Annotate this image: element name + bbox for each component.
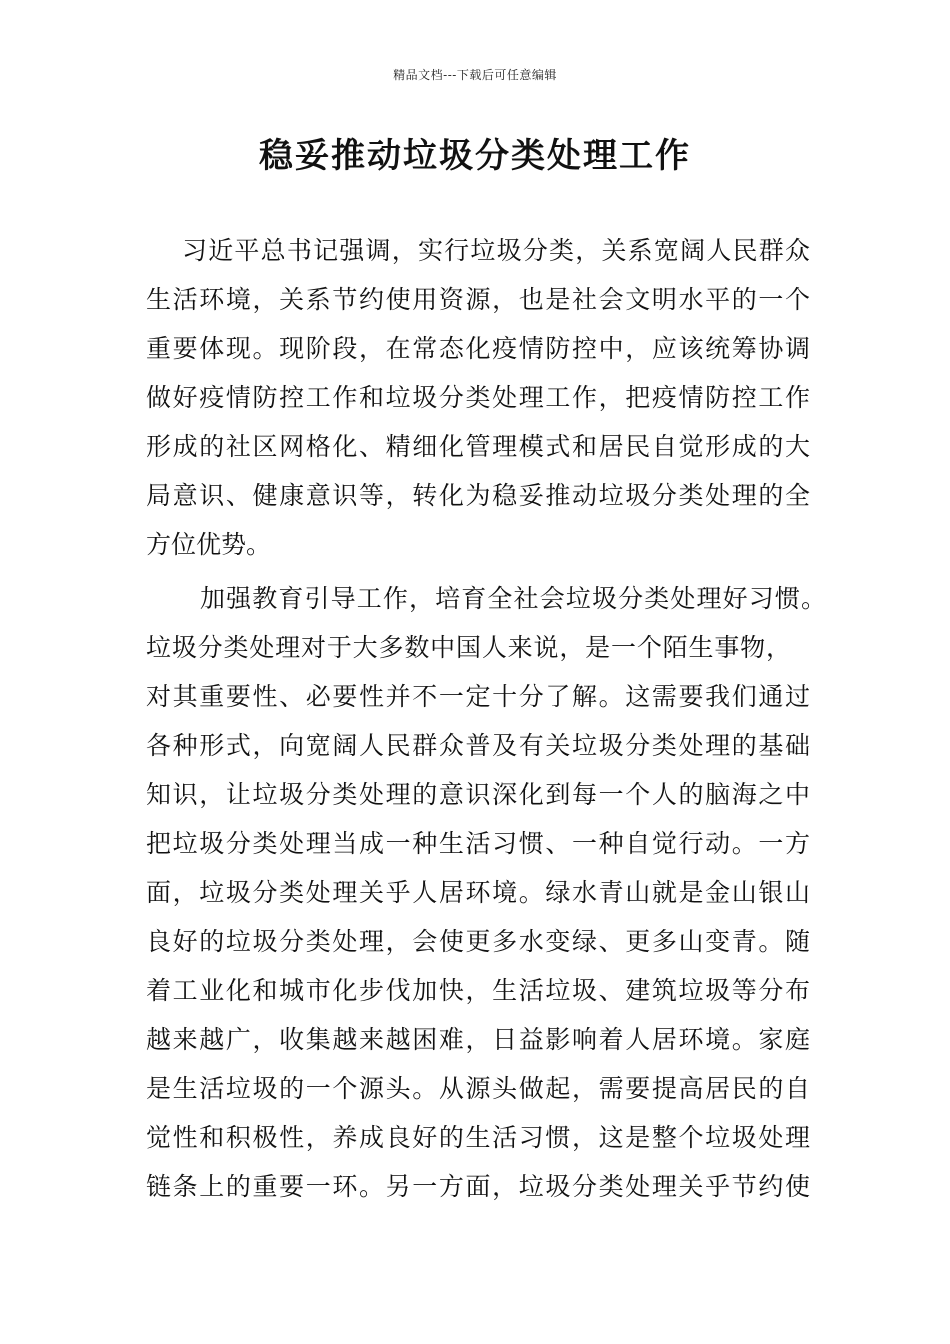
document-title: 稳妥推动垃圾分类处理工作	[259, 136, 691, 176]
paragraph-1	[146, 226, 810, 569]
paragraph-line: 形成的社区网格化、精细化管理模式和居民自觉形成的大	[146, 432, 810, 461]
paragraph-line: 觉性和积极性，养成良好的生活习惯，这是整个垃圾处理	[146, 1123, 810, 1152]
paragraph-line: 加强教育引导工作，培育全社会垃圾分类处理好习惯。	[200, 584, 826, 613]
header-note: 精品文档---下载后可任意编辑	[393, 68, 557, 82]
paragraph-line: 生活环境，关系节约使用资源，也是社会文明水平的一个	[146, 285, 810, 314]
paragraph-line: 各种形式，向宽阔人民群众普及有关垃圾分类处理的基础	[146, 731, 810, 760]
paragraph-line: 重要体现。现阶段，在常态化疫情防控中，应该统筹协调	[146, 334, 810, 363]
paragraph-line: 做好疫情防控工作和垃圾分类处理工作，把疫情防控工作	[146, 383, 810, 412]
paragraph-line: 面，垃圾分类处理关乎人居环境。绿水青山就是金山银山	[146, 878, 810, 907]
paragraph-line: 着工业化和城市化步伐加快，生活垃圾、建筑垃圾等分布	[146, 976, 810, 1005]
paragraph-line: 知识，让垃圾分类处理的意识深化到每一个人的脑海之中	[146, 780, 810, 809]
paragraph-line: 链条上的重要一环。另一方面，垃圾分类处理关乎节约使	[146, 1172, 810, 1201]
paragraph-line: 局意识、健康意识等，转化为稳妥推动垃圾分类处理的全	[146, 481, 810, 510]
paragraph-line: 是生活垃圾的一个源头。从源头做起，需要提高居民的自	[146, 1074, 810, 1103]
paragraph-line: 习近平总书记强调，实行垃圾分类，关系宽阔人民群众	[182, 236, 810, 265]
paragraph-line: 越来越广，收集越来越困难，日益影响着人居环境。家庭	[146, 1025, 810, 1054]
paragraph-line: 把垃圾分类处理当成一种生活习惯、一种自觉行动。一方	[146, 829, 810, 858]
paragraph-line: 对其重要性、必要性并不一定十分了解。这需要我们通过	[146, 682, 810, 711]
paragraph-line: 良好的垃圾分类处理，会使更多水变绿、更多山变青。随	[146, 927, 810, 956]
paragraph-line: 垃圾分类处理对于大多数中国人来说，是一个陌生事物，	[146, 633, 791, 662]
paragraph-2	[146, 574, 826, 1211]
paragraph-line: 方位优势。	[146, 530, 272, 559]
